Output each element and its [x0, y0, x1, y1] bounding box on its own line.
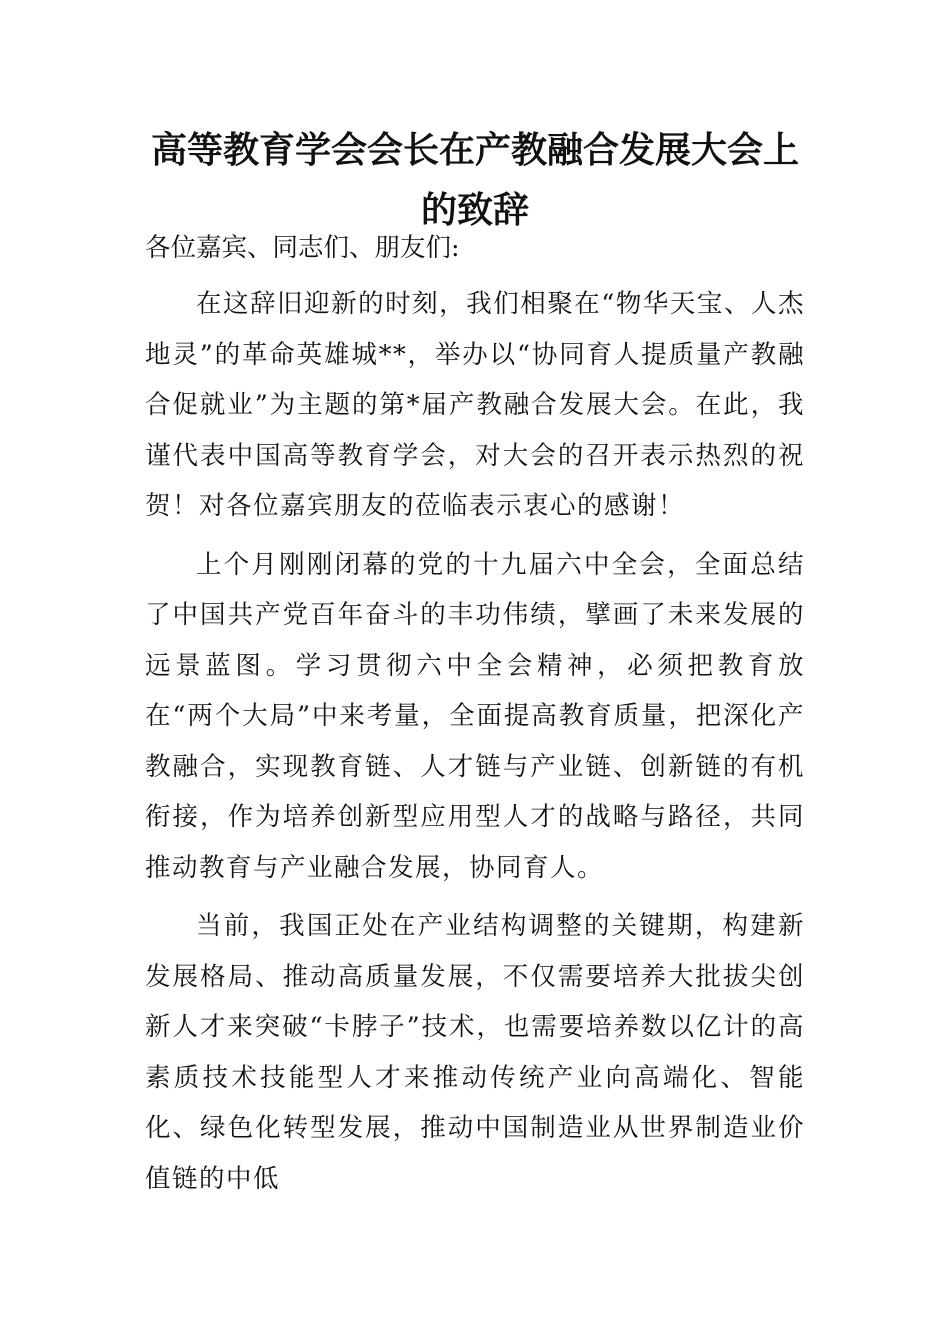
paragraph: 在这辞旧迎新的时刻，我们相聚在“物华天宝、人杰地灵”的革命英雄城**，举办以“协同育人提质量产教融合促就业”为主题的第*届产教融合发展大会。在此，我谨代表中国高等教育学会，对大会的召开表示热烈的祝贺！对各位嘉宾朋友的莅临表示衷心的感谢！	[145, 289, 805, 521]
document-title: 高等教育学会会长在产教融合发展大会上的致辞	[150, 129, 799, 231]
paragraph: 上个月刚刚闭幕的党的十九届六中全会，全面总结了中国共产党百年奋斗的丰功伟绩，擘画了未来发展的远景蓝图。学习贯彻六中全会精神，必须把教育放在“两个大局”中来考量，全面提高教育质量，把深化产教融合，实现教育链、人才链与产业链、创新链的有机衔接，作为培养创新型应用型人才的战略与路径，共同推动教育与产业融合发展，协同育人。	[145, 549, 805, 883]
salutation: 各位嘉宾、同志们、朋友们:	[145, 233, 460, 263]
paragraph: 当前，我国正处在产业结构调整的关键期，构建新发展格局、推动高质量发展，不仅需要培养大批拔尖创新人才来突破“卡脖子”技术，也需要培养数以亿计的高素质技术技能型人才来推动传统产业向高端化、智能化、绿色化转型发展，推动中国制造业从世界制造业价值链的中低	[145, 911, 805, 1194]
document-body	[145, 223, 805, 1212]
